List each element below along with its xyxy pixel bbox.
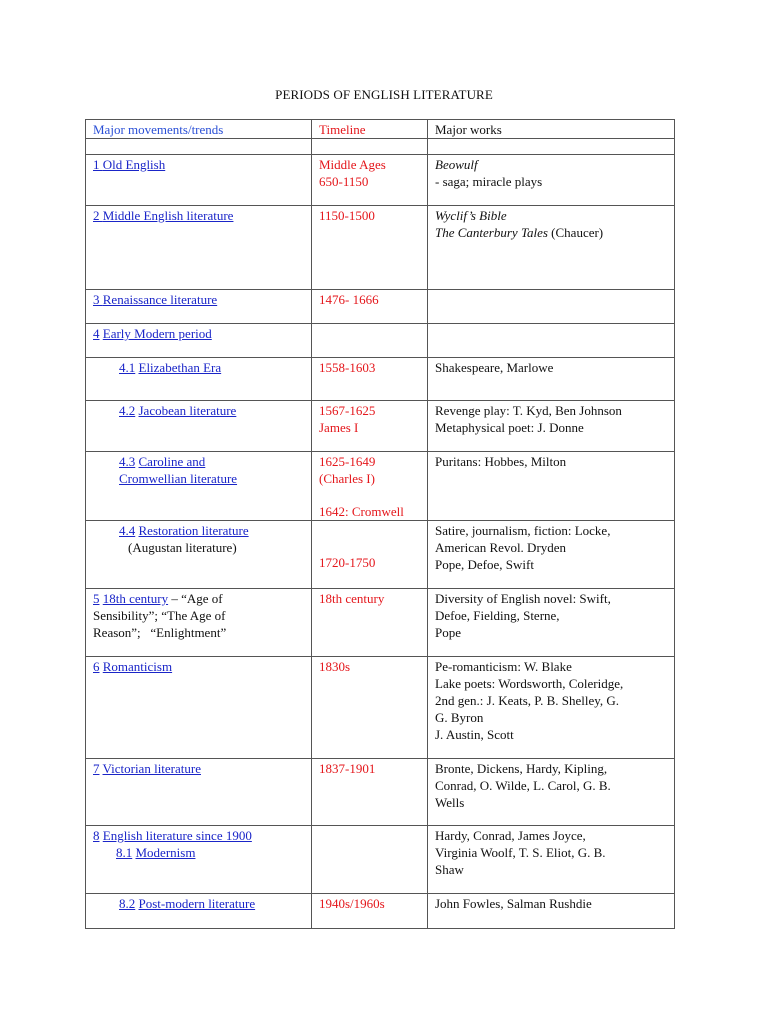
timeline-cell: 1837-1901: [312, 759, 428, 826]
movement-num-link[interactable]: 8.1: [116, 845, 133, 860]
table-row: [86, 452, 675, 521]
table-row: [86, 206, 675, 290]
table-row: [86, 155, 675, 206]
movement-link-cromwellian[interactable]: Cromwellian literature: [119, 471, 238, 486]
works-cell: Shakespeare, Marlowe: [428, 358, 675, 401]
works-cell: Puritans: Hobbes, Milton: [428, 452, 675, 521]
movement-cell: [86, 759, 312, 826]
movement-link-early-modern[interactable]: Early Modern period: [102, 326, 212, 341]
works-cell: John Fowles, Salman Rushdie: [428, 894, 675, 929]
header-works: Major works: [428, 120, 675, 139]
movement-num-link[interactable]: 5: [93, 591, 100, 606]
table-row: [86, 358, 675, 401]
table-row: [86, 657, 675, 759]
movement-cell: [86, 657, 312, 759]
movement-link-post-modern[interactable]: Post-modern literature: [138, 896, 256, 911]
table-row: [86, 521, 675, 589]
movement-link-restoration[interactable]: Restoration literature: [138, 523, 249, 538]
movement-link-romanticism[interactable]: Romanticism: [102, 659, 173, 674]
works-cell: [428, 324, 675, 358]
timeline-cell: 1625-1649 (Charles I) 1642: Cromwell: [312, 452, 428, 521]
movement-link-elizabethan[interactable]: Elizabethan Era: [138, 360, 222, 375]
movement-link-caroline[interactable]: Caroline and: [138, 454, 206, 469]
movement-num-link[interactable]: 4.2: [119, 403, 136, 418]
works-cell: Satire, journalism, fiction: Locke, American Revol. Dryden Pope, Defoe, Swift: [428, 521, 675, 589]
timeline-cell: 1567-1625 James I: [312, 401, 428, 452]
timeline-cell: Middle Ages 650-1150: [312, 155, 428, 206]
page-title: PERIODS OF ENGLISH LITERATURE: [275, 87, 493, 102]
movement-num-link[interactable]: 8.2: [119, 896, 136, 911]
movement-cell: [86, 894, 312, 929]
works-cell: [428, 290, 675, 324]
table-row: [86, 826, 675, 894]
header-row: [86, 120, 675, 139]
timeline-cell: 1830s: [312, 657, 428, 759]
movement-link-old-english[interactable]: 1 Old English: [93, 157, 166, 172]
movement-cell: [86, 358, 312, 401]
timeline-cell: 1558-1603: [312, 358, 428, 401]
movement-cell: 5 18th century – “Age of Sensibility”; “The Age of Reason”; “Enlightment”: [86, 589, 312, 657]
movement-link-jacobean[interactable]: Jacobean literature: [138, 403, 237, 418]
movement-link-victorian[interactable]: Victorian literature: [102, 761, 201, 776]
timeline-cell: 1150-1500: [312, 206, 428, 290]
movement-subtitle: (Augustan literature): [128, 540, 237, 555]
works-cell: Wyclif’s Bible The Canterbury Tales (Chaucer): [428, 206, 675, 290]
movement-num-link[interactable]: 6: [93, 659, 100, 674]
movement-link-middle-english[interactable]: 2 Middle English literature: [93, 208, 234, 223]
header-timeline: Timeline: [312, 120, 428, 139]
works-cell: Bronte, Dickens, Hardy, Kipling, Conrad, O. Wilde, L. Carol, G. B. Wells: [428, 759, 675, 826]
timeline-cell: 1476- 1666: [312, 290, 428, 324]
movement-link-renaissance[interactable]: 3 Renaissance literature: [93, 292, 218, 307]
movement-link-18th-century[interactable]: 18th century: [102, 591, 169, 606]
timeline-cell: 1940s/1960s: [312, 894, 428, 929]
movement-cell: [86, 324, 312, 358]
movement-num-link[interactable]: 4.1: [119, 360, 136, 375]
header-movements: Major movements/trends: [86, 120, 312, 139]
works-cell: Revenge play: T. Kyd, Ben Johnson Metaphysical poet: J. Donne: [428, 401, 675, 452]
timeline-cell: 18th century: [312, 589, 428, 657]
movement-num-link[interactable]: 4.3: [119, 454, 136, 469]
works-cell: Diversity of English novel: Swift, Defoe, Fielding, Sterne, Pope: [428, 589, 675, 657]
timeline-cell: [312, 324, 428, 358]
table-row: [86, 759, 675, 826]
table-row: [86, 290, 675, 324]
movement-link-since-1900[interactable]: English literature since 1900: [102, 828, 252, 843]
spacer-row: [86, 139, 675, 155]
movement-cell: [86, 521, 312, 589]
table-row: [86, 324, 675, 358]
movement-link-modernism[interactable]: Modernism: [135, 845, 196, 860]
periods-table: [85, 119, 675, 929]
movement-num-link[interactable]: 8: [93, 828, 100, 843]
movement-num-link[interactable]: 7: [93, 761, 100, 776]
movement-cell: [86, 826, 312, 894]
table-row: [86, 894, 675, 929]
works-cell: Beowulf - saga; miracle plays: [428, 155, 675, 206]
timeline-cell: [312, 826, 428, 894]
table-row: [86, 589, 675, 657]
movement-num-link[interactable]: 4.4: [119, 523, 136, 538]
works-cell: Pe-romanticism: W. Blake Lake poets: Wordsworth, Coleridge, 2nd gen.: J. Keats, P. B. Shelley, G. G. Byron J. Austin, Scott: [428, 657, 675, 759]
movement-cell: [86, 155, 312, 206]
movement-cell: [86, 452, 312, 521]
timeline-cell: 1720-1750: [312, 521, 428, 589]
table-row: [86, 401, 675, 452]
movement-cell: [86, 290, 312, 324]
works-cell: Hardy, Conrad, James Joyce, Virginia Woolf, T. S. Eliot, G. B. Shaw: [428, 826, 675, 894]
movement-cell: [86, 206, 312, 290]
movement-cell: [86, 401, 312, 452]
movement-num-link[interactable]: 4: [93, 326, 100, 341]
